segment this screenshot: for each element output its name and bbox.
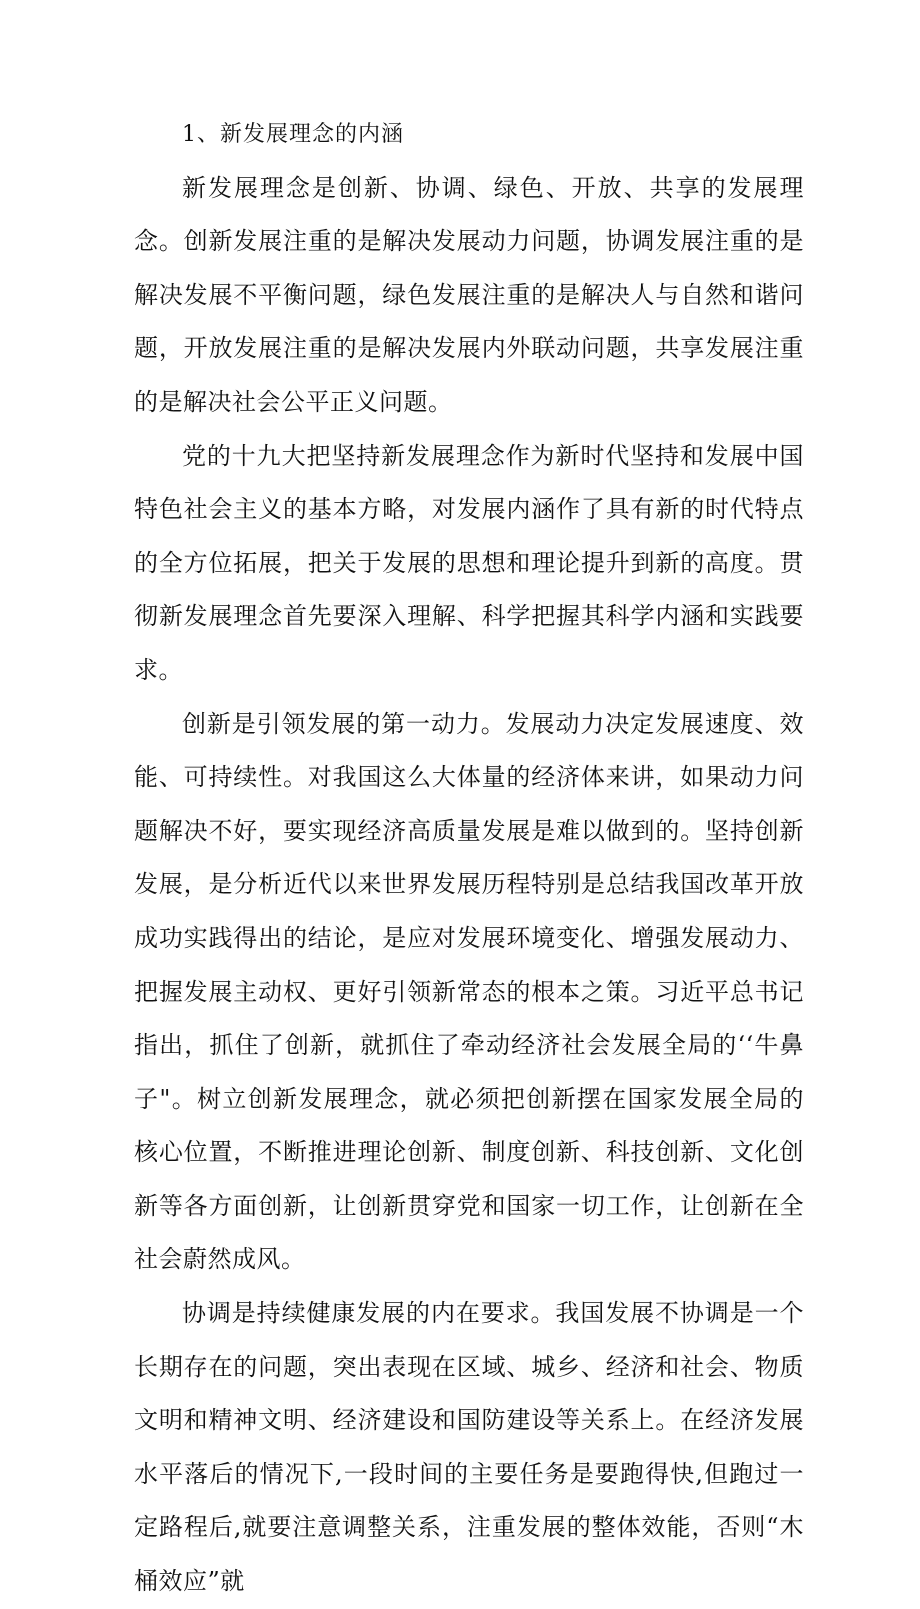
paragraph-nineteenth-congress: 党的十九大把坚持新发展理念作为新时代坚持和发展中国特色社会主义的基本方略，对发展内涵作了具有新的时代特点的全方位拓展，把关于发展的思想和理论提升到新的高度。贯彻新发展理念首先要深入理解、科学把握其科学内涵和实践要求。: [134, 441, 804, 684]
paragraph-coordination: 协调是持续健康发展的内在要求。我国发展不协调是一个长期存在的问题，突出表现在区域、城乡、经济和社会、物质文明和精神文明、经济建设和国防建设等关系上。在经济发展水平落后的情况下,一段时间的主要任务是要跑得快,但跑过一定路程后,就要注意调整关系，注重发展的整体效能，否则“木桶效应”就: [134, 1299, 804, 1596]
paragraph-definition: 新发展理念是创新、协调、绿色、开放、共享的发展理念。创新发展注重的是解决发展动力问题，协调发展注重的是解决发展不平衡问题，绿色发展注重的是解决人与自然和谐问题，开放发展注重的是解决发展内外联动问题，共享发展注重的是解决社会公平正义问题。: [134, 173, 804, 416]
document-page: [134, 108, 804, 1609]
paragraph-innovation: 创新是引领发展的第一动力。发展动力决定发展速度、效能、可持续性。对我国这么大体量的经济体来讲，如果动力问题解决不好，要实现经济高质量发展是难以做到的。坚持创新发展，是分析近代以来世界发展历程特别是总结我国改革开放成功实践得出的结论，是应对发展环境变化、增强发展动力、把握发展主动权、更好引领新常态的根本之策。习近平总书记指出，抓住了创新，就抓住了牵动经济社会发展全局的‘‘牛鼻子"。树立创新发展理念，就必须把创新摆在国家发展全局的核心位置，不断推进理论创新、制度创新、科技创新、文化创新等各方面创新，让创新贯穿党和国家一切工作，让创新在全社会蔚然成风。: [134, 709, 804, 1274]
section-heading: 1、新发展理念的内涵: [182, 122, 404, 147]
